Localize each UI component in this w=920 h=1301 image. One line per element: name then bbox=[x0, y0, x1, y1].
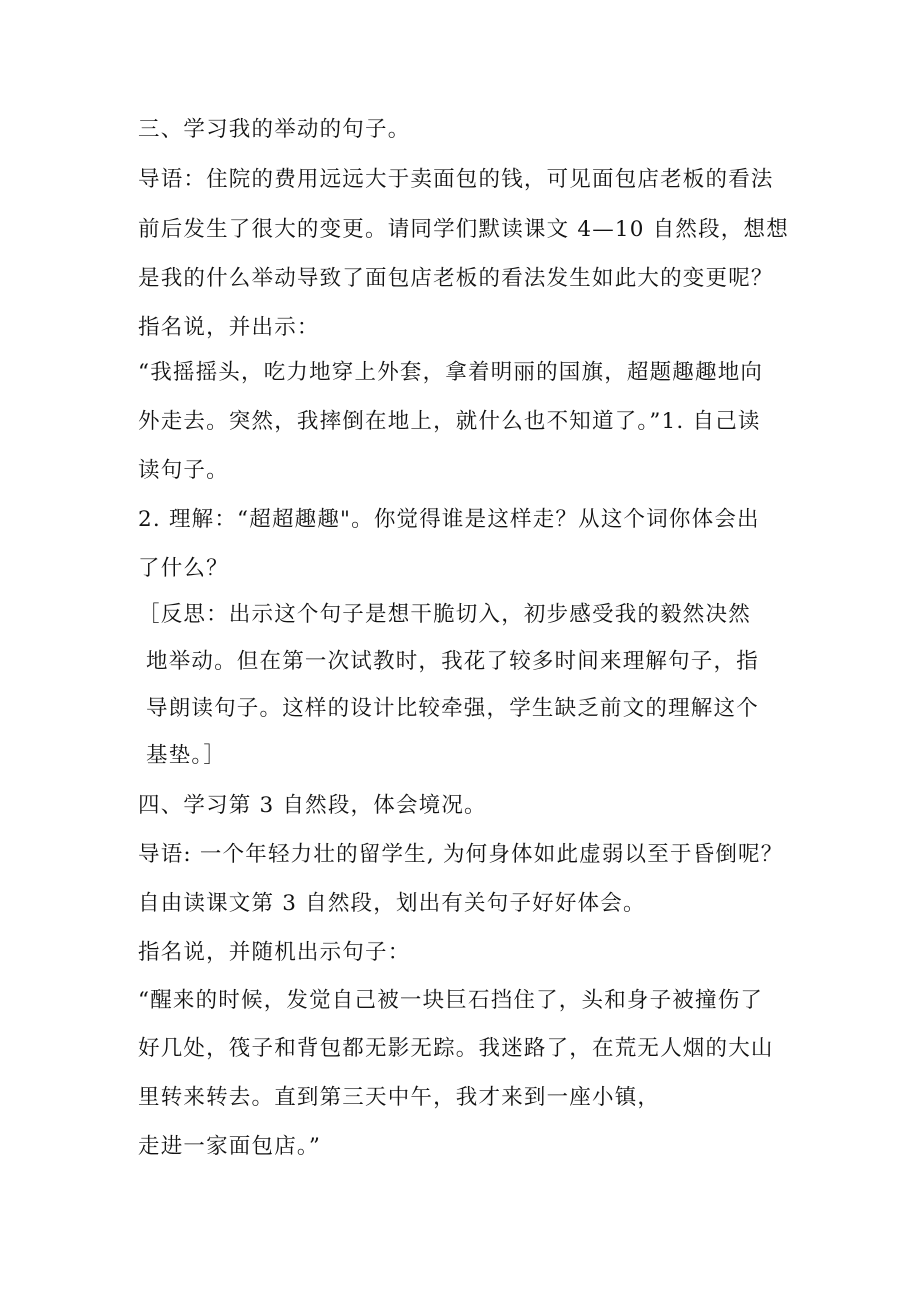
quote-line: 里转来转去。直到第三天中午，我才来到一座小镇， bbox=[138, 1085, 661, 1110]
reflection-line: ［反思：出示这个句子是想干脆切入，初步感受我的毅然决然 bbox=[138, 602, 751, 627]
quote-line: 走进一家面包店。” bbox=[138, 1134, 322, 1159]
text-line: 自由读课文第 3 自然段，划出有关句子好好体会。 bbox=[138, 891, 646, 916]
quote-line: 外走去。突然，我摔倒在地上，就什么也不知道了。”1. 自己读 bbox=[138, 409, 761, 434]
quote-line: 好几处，筏子和背包都无影无踪。我迷路了，在荒无人烟的大山 bbox=[138, 1036, 774, 1061]
quote-line: “我摇摇头，吃力地穿上外套，拿着明丽的国旗，超题趣趣地向 bbox=[138, 360, 764, 385]
text-line: 前后发生了很大的变更。请同学们默读课文 4—10 自然段，想想 bbox=[138, 217, 789, 242]
text-line: 读句子。 bbox=[138, 458, 229, 483]
text-line: 了什么？ bbox=[138, 556, 229, 581]
text-line: 是我的什么举动导致了面包店老板的看法发生如此大的变更呢？ bbox=[138, 266, 774, 291]
reflection-line: 地举动。但在第一次试教时，我花了较多时间来理解句子，指 bbox=[146, 649, 759, 674]
text-line: 导语：住院的费用远远大于卖面包的钱，可见面包店老板的看法 bbox=[138, 167, 774, 192]
section-heading-3: 三、学习我的举动的句子。 bbox=[138, 117, 411, 142]
text-line: 指名说，并随机出示句子： bbox=[138, 940, 411, 965]
reflection-line: 导朗读句子。这样的设计比较牵强，学生缺乏前文的理解这个 bbox=[146, 696, 759, 721]
reflection-line: 基垫。］ bbox=[146, 743, 227, 768]
text-line: 导语: 一个年轻力壮的留学生, 为何身体如此虚弱以至于昏倒呢？ bbox=[138, 842, 784, 867]
text-line: 指名说，并出示： bbox=[138, 315, 320, 340]
quote-line: “醒来的时候，发觉自己被一块巨石挡住了，头和身子被撞伤了 bbox=[138, 988, 764, 1013]
section-heading-4: 四、学习第 3 自然段，体会境况。 bbox=[138, 793, 487, 818]
text-line: 2. 理解：“超超趣趣"。你觉得谁是这样走？从这个词你体会出 bbox=[138, 507, 760, 532]
